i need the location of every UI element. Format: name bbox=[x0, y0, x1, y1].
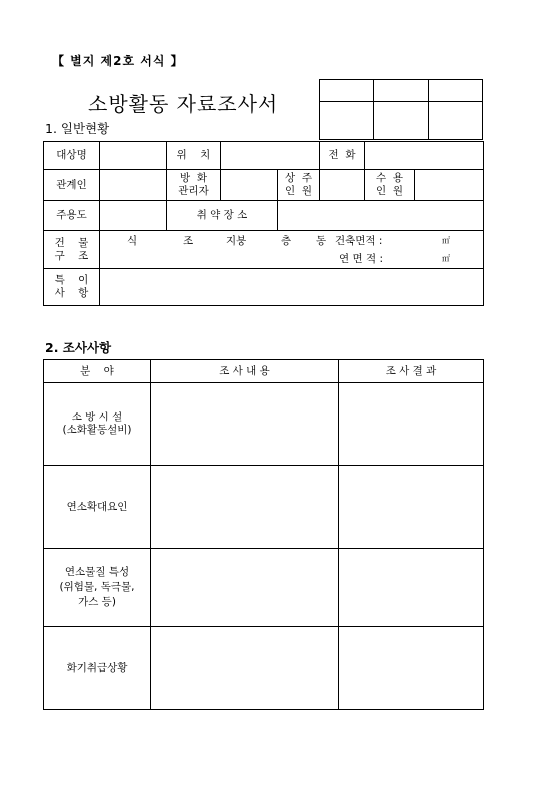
struct-c: 지붕 bbox=[226, 234, 247, 247]
row-label-combustible bbox=[44, 549, 151, 627]
weak-point-label: 취 약 장 소 bbox=[167, 201, 278, 231]
page-title: 소방활동 자료조사서 bbox=[88, 92, 279, 116]
row-label-line: 연소물질 특성 bbox=[64, 565, 130, 578]
phone-label: 전 화 bbox=[320, 142, 365, 170]
fire-manager-line2: 관리자 bbox=[178, 185, 209, 197]
section2-heading: 2. 조사사항 bbox=[45, 340, 112, 355]
capacity-line2: 인 원 bbox=[376, 185, 403, 197]
row-label-line: 소 방 시 설 bbox=[71, 411, 123, 424]
capacity-label bbox=[365, 170, 415, 201]
row-label-line: (위험물, 독극물, bbox=[59, 580, 135, 593]
phone-field[interactable] bbox=[365, 142, 484, 170]
survey-content-cell[interactable] bbox=[151, 549, 339, 627]
survey-content-cell[interactable] bbox=[151, 383, 339, 466]
capacity-field[interactable] bbox=[415, 170, 484, 201]
form-label: 【 별지 제2호 서식 】 bbox=[52, 54, 184, 68]
header-field: 분 야 bbox=[44, 360, 151, 383]
row-label-fire-handling bbox=[44, 627, 151, 710]
general-info-table bbox=[43, 141, 484, 306]
name-label: 대상명 bbox=[44, 142, 100, 170]
special-line1: 특 이 bbox=[54, 274, 89, 287]
survey-result-cell[interactable] bbox=[339, 466, 484, 549]
row-label-spread-factor bbox=[44, 466, 151, 549]
floor-area-unit: ㎡ bbox=[442, 253, 450, 263]
survey-table bbox=[43, 359, 484, 710]
main-use-field[interactable] bbox=[100, 201, 167, 231]
stakeholder-label: 관계인 bbox=[44, 170, 100, 201]
special-notes-field[interactable] bbox=[100, 269, 484, 306]
building-label bbox=[44, 231, 100, 269]
approval-cell[interactable] bbox=[374, 80, 428, 102]
fire-manager-line1: 방 화 bbox=[180, 172, 207, 185]
approval-cell[interactable] bbox=[428, 80, 482, 102]
building-area-unit: ㎡ bbox=[442, 235, 450, 245]
struct-b: 조 bbox=[183, 234, 194, 247]
building-line1: 건 물 bbox=[54, 236, 89, 249]
building-area-label: 건축면적 : bbox=[335, 234, 383, 247]
special-line2: 사 항 bbox=[54, 287, 89, 299]
header-result: 조 사 결 과 bbox=[339, 360, 484, 383]
survey-content-cell[interactable] bbox=[151, 466, 339, 549]
row-label-fire-facility bbox=[44, 383, 151, 466]
survey-content-cell[interactable] bbox=[151, 627, 339, 710]
row-label-line: 가스 등) bbox=[78, 596, 116, 609]
approval-box bbox=[319, 79, 483, 140]
row-label-line: (소화활동설비) bbox=[62, 424, 132, 436]
capacity-line1: 수 용 bbox=[376, 172, 403, 185]
fire-manager-field[interactable] bbox=[221, 170, 278, 201]
resident-line1: 상 주 bbox=[285, 172, 312, 185]
weak-point-field[interactable] bbox=[278, 201, 484, 231]
row-label-line: 화기취급상황 bbox=[66, 661, 128, 674]
name-field[interactable] bbox=[100, 142, 167, 170]
struct-d: 층 bbox=[281, 234, 292, 247]
survey-result-cell[interactable] bbox=[339, 383, 484, 466]
header-content: 조 사 내 용 bbox=[151, 360, 339, 383]
special-notes-label bbox=[44, 269, 100, 306]
approval-cell[interactable] bbox=[428, 102, 482, 140]
resident-label bbox=[278, 170, 320, 201]
survey-result-cell[interactable] bbox=[339, 549, 484, 627]
approval-cell[interactable] bbox=[320, 80, 374, 102]
resident-field[interactable] bbox=[320, 170, 365, 201]
location-label: 위 치 bbox=[167, 142, 221, 170]
building-line2: 구 조 bbox=[54, 249, 89, 262]
floor-area-label: 연 면 적 : bbox=[339, 252, 383, 265]
row-label-line: 연소확대요인 bbox=[66, 500, 128, 513]
building-structure-field[interactable] bbox=[100, 231, 484, 269]
approval-cell[interactable] bbox=[320, 102, 374, 140]
main-use-label: 주용도 bbox=[44, 201, 100, 231]
struct-a: 식 bbox=[127, 234, 138, 247]
resident-line2: 인 원 bbox=[285, 185, 312, 197]
survey-result-cell[interactable] bbox=[339, 627, 484, 710]
approval-cell[interactable] bbox=[374, 102, 428, 140]
fire-manager-label bbox=[167, 170, 221, 201]
section1-heading: 1. 일반현황 bbox=[45, 121, 110, 136]
stakeholder-field[interactable] bbox=[100, 170, 167, 201]
location-field[interactable] bbox=[221, 142, 320, 170]
struct-e: 동 bbox=[316, 234, 327, 247]
